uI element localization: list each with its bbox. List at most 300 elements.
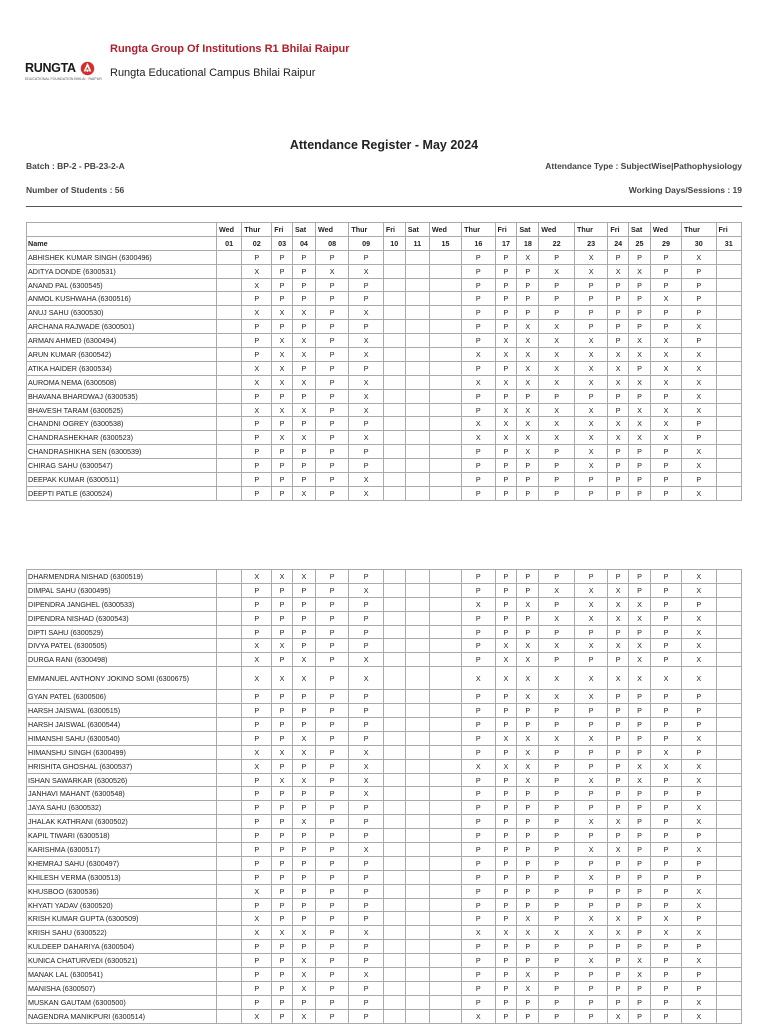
attendance-cell: P [608, 306, 629, 320]
attendance-cell: P [242, 731, 272, 745]
attendance-cell [429, 954, 461, 968]
attendance-cell: P [242, 829, 272, 843]
attendance-cell [716, 445, 741, 459]
table-row [27, 926, 742, 940]
student-name: KULDEEP DAHARIYA (6300504) [27, 940, 217, 954]
attendance-cell: X [292, 570, 315, 584]
attendance-cell: P [462, 583, 495, 597]
attendance-cell: P [629, 801, 651, 815]
attendance-cell [405, 801, 429, 815]
attendance-cell [216, 403, 241, 417]
attendance-cell: X [517, 403, 539, 417]
attendance-cell [405, 981, 429, 995]
attendance-cell [429, 968, 461, 982]
attendance-cell: P [650, 459, 681, 473]
attendance-cell: P [517, 278, 539, 292]
attendance-cell: P [462, 264, 495, 278]
attendance-cell: X [608, 926, 629, 940]
attendance-cell: P [608, 981, 629, 995]
table-row [27, 829, 742, 843]
day-header: Thur [349, 223, 384, 237]
attendance-cell: X [682, 653, 717, 667]
attendance-cell: P [608, 704, 629, 718]
attendance-cell: P [349, 459, 384, 473]
attendance-cell [429, 473, 461, 487]
attendance-cell: P [495, 361, 517, 375]
attendance-cell: X [629, 334, 651, 348]
student-name: CHANDRASHIKHA SEN (6300539) [27, 445, 217, 459]
attendance-cell [216, 801, 241, 815]
attendance-cell: X [682, 570, 717, 584]
attendance-cell [429, 787, 461, 801]
attendance-cell: P [242, 843, 272, 857]
attendance-cell: X [462, 759, 495, 773]
attendance-cell [429, 745, 461, 759]
attendance-cell: P [539, 459, 575, 473]
attendance-cell: P [574, 653, 607, 667]
attendance-cell: P [272, 389, 293, 403]
attendance-cell: X [574, 348, 607, 362]
attendance-cell: X [517, 250, 539, 264]
attendance-cell [216, 583, 241, 597]
attendance-cell: P [608, 829, 629, 843]
attendance-cell: P [495, 801, 517, 815]
attendance-cell: P [349, 884, 384, 898]
attendance-cell: X [608, 375, 629, 389]
attendance-cell [383, 940, 405, 954]
attendance-cell [216, 431, 241, 445]
attendance-cell [383, 639, 405, 653]
attendance-cell [383, 375, 405, 389]
attendance-cell: P [629, 870, 651, 884]
attendance-cell: P [242, 389, 272, 403]
attendance-cell: P [682, 940, 717, 954]
attendance-cell [383, 473, 405, 487]
date-header: 03 [272, 236, 293, 250]
attendance-cell: P [462, 815, 495, 829]
date-header: 02 [242, 236, 272, 250]
attendance-cell [405, 348, 429, 362]
attendance-cell: P [539, 856, 575, 870]
attendance-cell: P [462, 870, 495, 884]
day-header: Sat [517, 223, 539, 237]
table-row [27, 731, 742, 745]
date-header: 01 [216, 236, 241, 250]
attendance-cell: X [242, 912, 272, 926]
attendance-cell: X [650, 759, 681, 773]
attendance-cell: X [495, 417, 517, 431]
attendance-cell: P [495, 787, 517, 801]
attendance-cell [405, 334, 429, 348]
student-name: ADITYA DONDE (6300531) [27, 264, 217, 278]
attendance-cell: X [517, 375, 539, 389]
attendance-cell: P [495, 690, 517, 704]
attendance-cell [429, 334, 461, 348]
attendance-cell: P [608, 653, 629, 667]
attendance-cell: P [517, 801, 539, 815]
attendance-cell: P [495, 292, 517, 306]
attendance-cell: P [349, 981, 384, 995]
attendance-cell: P [574, 320, 607, 334]
attendance-cell: X [292, 745, 315, 759]
attendance-cell: P [292, 690, 315, 704]
attendance-cell: P [349, 292, 384, 306]
date-header: 08 [315, 236, 348, 250]
attendance-cell: P [495, 995, 517, 1009]
table-row [27, 690, 742, 704]
attendance-cell: P [495, 264, 517, 278]
attendance-cell: P [292, 898, 315, 912]
attendance-cell: X [682, 459, 717, 473]
table-row [27, 1009, 742, 1023]
attendance-cell: X [539, 403, 575, 417]
attendance-cell [405, 445, 429, 459]
table-row [27, 704, 742, 718]
attendance-cell [716, 843, 741, 857]
attendance-cell: X [272, 745, 293, 759]
attendance-cell: P [349, 361, 384, 375]
table-row [27, 995, 742, 1009]
attendance-cell [429, 731, 461, 745]
attendance-cell: P [629, 940, 651, 954]
attendance-cell: P [315, 829, 348, 843]
attendance-cell [383, 486, 405, 500]
table-row [27, 801, 742, 815]
date-header: 04 [292, 236, 315, 250]
attendance-cell: X [517, 417, 539, 431]
attendance-cell: P [242, 787, 272, 801]
attendance-cell: P [315, 801, 348, 815]
attendance-cell [716, 870, 741, 884]
attendance-cell: P [292, 639, 315, 653]
attendance-cell: P [539, 801, 575, 815]
attendance-cell [405, 940, 429, 954]
attendance-cell: X [272, 348, 293, 362]
attendance-cell: X [539, 667, 575, 690]
attendance-cell: P [539, 306, 575, 320]
attendance-cell: P [242, 856, 272, 870]
attendance-cell [716, 486, 741, 500]
attendance-cell: P [682, 264, 717, 278]
attendance-cell: P [242, 981, 272, 995]
attendance-cell: X [292, 773, 315, 787]
attendance-cell: X [574, 417, 607, 431]
attendance-cell: X [608, 431, 629, 445]
table-row [27, 912, 742, 926]
attendance-cell: P [539, 445, 575, 459]
attendance-cell [383, 815, 405, 829]
table-row [27, 361, 742, 375]
attendance-cell: P [650, 815, 681, 829]
attendance-cell [383, 704, 405, 718]
attendance-cell: P [242, 417, 272, 431]
attendance-cell: P [650, 486, 681, 500]
attendance-cell: P [539, 704, 575, 718]
attendance-cell [216, 348, 241, 362]
attendance-cell: X [650, 375, 681, 389]
attendance-cell: P [315, 731, 348, 745]
attendance-cell: P [242, 815, 272, 829]
attendance-cell: X [574, 815, 607, 829]
attendance-cell: X [349, 389, 384, 403]
attendance-cell: X [517, 597, 539, 611]
attendance-cell: P [272, 815, 293, 829]
attendance-cell: X [608, 843, 629, 857]
attendance-cell [383, 417, 405, 431]
attendance-cell [383, 292, 405, 306]
attendance-cell [716, 1009, 741, 1023]
day-header: Wed [539, 223, 575, 237]
attendance-cell: X [242, 667, 272, 690]
attendance-cell: X [574, 667, 607, 690]
attendance-cell: X [242, 403, 272, 417]
attendance-cell [716, 981, 741, 995]
attendance-cell: P [315, 815, 348, 829]
attendance-cell: P [539, 486, 575, 500]
table-row [27, 473, 742, 487]
attendance-cell: P [682, 968, 717, 982]
attendance-cell [405, 583, 429, 597]
attendance-cell: X [242, 926, 272, 940]
attendance-cell: P [315, 361, 348, 375]
attendance-cell: P [315, 570, 348, 584]
attendance-cell: X [574, 926, 607, 940]
attendance-cell: P [462, 981, 495, 995]
attendance-cell: P [315, 389, 348, 403]
attendance-cell: P [242, 690, 272, 704]
attendance-cell [405, 912, 429, 926]
attendance-cell: X [682, 884, 717, 898]
attendance-cell: P [608, 954, 629, 968]
attendance-cell [429, 570, 461, 584]
attendance-cell: P [462, 403, 495, 417]
attendance-cell [216, 731, 241, 745]
attendance-cell: P [539, 759, 575, 773]
student-name: CHANDRASHEKHAR (6300523) [27, 431, 217, 445]
date-header-row [27, 236, 742, 250]
attendance-cell [383, 773, 405, 787]
attendance-cell: P [629, 856, 651, 870]
attendance-cell: P [517, 870, 539, 884]
attendance-cell: P [539, 653, 575, 667]
attendance-cell [429, 611, 461, 625]
table-row [27, 745, 742, 759]
attendance-cell: X [349, 968, 384, 982]
attendance-cell [405, 611, 429, 625]
attendance-cell: P [495, 815, 517, 829]
attendance-cell: X [349, 348, 384, 362]
attendance-cell: P [242, 486, 272, 500]
attendance-cell [429, 486, 461, 500]
campus-name: Rungta Educational Campus Bhilai Raipur [110, 67, 316, 79]
attendance-cell: X [682, 611, 717, 625]
table-row [27, 653, 742, 667]
attendance-cell [716, 968, 741, 982]
attendance-cell [383, 843, 405, 857]
attendance-cell: P [242, 445, 272, 459]
attendance-cell: P [292, 473, 315, 487]
attendance-cell [429, 306, 461, 320]
attendance-cell: X [608, 361, 629, 375]
attendance-cell: X [292, 334, 315, 348]
attendance-cell: P [650, 704, 681, 718]
attendance-cell: P [462, 773, 495, 787]
attendance-cell [216, 1009, 241, 1023]
attendance-cell: P [629, 583, 651, 597]
attendance-cell: P [574, 898, 607, 912]
attendance-cell: X [242, 278, 272, 292]
attendance-cell: P [462, 459, 495, 473]
attendance-cell: P [682, 431, 717, 445]
attendance-cell: P [272, 787, 293, 801]
attendance-cell: X [682, 361, 717, 375]
attendance-cell: P [272, 898, 293, 912]
attendance-cell [216, 995, 241, 1009]
student-name: HIMANSHU SINGH (6300499) [27, 745, 217, 759]
attendance-cell: P [539, 815, 575, 829]
attendance-cell: P [292, 787, 315, 801]
attendance-cell: X [349, 583, 384, 597]
attendance-cell: P [315, 995, 348, 1009]
attendance-cell [216, 570, 241, 584]
attendance-cell: P [315, 375, 348, 389]
student-name: HARSH JAISWAL (6300544) [27, 718, 217, 732]
attendance-cell [429, 361, 461, 375]
attendance-cell [429, 445, 461, 459]
attendance-cell [429, 250, 461, 264]
attendance-cell: P [462, 334, 495, 348]
attendance-cell: P [650, 583, 681, 597]
attendance-cell: P [539, 570, 575, 584]
attendance-cell: P [242, 459, 272, 473]
student-name: ARUN KUMAR (6300542) [27, 348, 217, 362]
attendance-cell [216, 898, 241, 912]
attendance-cell: X [682, 843, 717, 857]
attendance-cell: P [608, 570, 629, 584]
attendance-cell [216, 597, 241, 611]
day-header: Thur [462, 223, 495, 237]
attendance-cell: P [242, 940, 272, 954]
attendance-cell: P [462, 843, 495, 857]
attendance-cell: P [574, 856, 607, 870]
attendance-cell: P [650, 570, 681, 584]
attendance-cell [216, 829, 241, 843]
attendance-cell: P [629, 898, 651, 912]
attendance-cell [216, 639, 241, 653]
attendance-cell: P [517, 292, 539, 306]
attendance-cell: P [650, 278, 681, 292]
attendance-cell: P [315, 625, 348, 639]
attendance-cell: X [272, 375, 293, 389]
attendance-cell: P [495, 829, 517, 843]
attendance-cell: P [495, 718, 517, 732]
attendance-cell: P [349, 718, 384, 732]
attendance-cell: P [315, 667, 348, 690]
student-name: CHANDNI OGREY (6300538) [27, 417, 217, 431]
table-row [27, 611, 742, 625]
attendance-cell: X [272, 403, 293, 417]
attendance-cell: X [629, 773, 651, 787]
attendance-cell: X [574, 773, 607, 787]
attendance-cell: X [349, 787, 384, 801]
attendance-cell: P [349, 611, 384, 625]
attendance-cell [405, 403, 429, 417]
attendance-cell [383, 870, 405, 884]
attendance-cell [405, 745, 429, 759]
day-header: Thur [574, 223, 607, 237]
attendance-cell: P [650, 995, 681, 1009]
attendance-cell: P [650, 653, 681, 667]
attendance-cell: P [292, 995, 315, 1009]
attendance-cell: P [517, 1009, 539, 1023]
attendance-cell [429, 773, 461, 787]
attendance-cell: P [629, 815, 651, 829]
attendance-cell: P [629, 625, 651, 639]
attendance-cell: X [574, 583, 607, 597]
attendance-cell: P [315, 787, 348, 801]
attendance-cell [216, 486, 241, 500]
attendance-cell [216, 843, 241, 857]
attendance-cell: P [272, 292, 293, 306]
attendance-cell [429, 829, 461, 843]
attendance-cell: P [272, 597, 293, 611]
attendance-cell: P [629, 445, 651, 459]
attendance-cell: P [650, 773, 681, 787]
attendance-cell: X [349, 431, 384, 445]
attendance-cell [716, 856, 741, 870]
attendance-cell: X [517, 348, 539, 362]
attendance-cell: X [272, 361, 293, 375]
attendance-cell: P [315, 250, 348, 264]
attendance-cell: P [650, 625, 681, 639]
attendance-cell: P [349, 898, 384, 912]
attendance-cell: P [272, 320, 293, 334]
attendance-cell: P [315, 968, 348, 982]
attendance-cell: P [608, 759, 629, 773]
attendance-cell: P [517, 856, 539, 870]
attendance-cell: P [650, 389, 681, 403]
student-name: MANAK LAL (6300541) [27, 968, 217, 982]
attendance-cell: P [462, 292, 495, 306]
attendance-cell: P [292, 801, 315, 815]
attendance-cell: P [495, 773, 517, 787]
attendance-cell: P [242, 250, 272, 264]
attendance-cell: P [650, 843, 681, 857]
attendance-cell: P [462, 745, 495, 759]
attendance-cell: P [315, 431, 348, 445]
attendance-cell: P [315, 417, 348, 431]
attendance-cell: P [629, 745, 651, 759]
attendance-cell: P [349, 940, 384, 954]
attendance-cell [716, 389, 741, 403]
attendance-cell: X [349, 759, 384, 773]
attendance-cell: P [242, 801, 272, 815]
attendance-cell: P [574, 389, 607, 403]
date-header: 09 [349, 236, 384, 250]
attendance-cell [383, 731, 405, 745]
attendance-cell: P [495, 389, 517, 403]
attendance-cell: P [495, 459, 517, 473]
student-name: DEEPAK KUMAR (6300511) [27, 473, 217, 487]
attendance-cell [383, 787, 405, 801]
attendance-cell: P [608, 473, 629, 487]
attendance-cell [429, 801, 461, 815]
attendance-cell [405, 898, 429, 912]
attendance-cell [429, 431, 461, 445]
attendance-cell: P [462, 389, 495, 403]
attendance-cell [383, 745, 405, 759]
attendance-cell: X [608, 1009, 629, 1023]
